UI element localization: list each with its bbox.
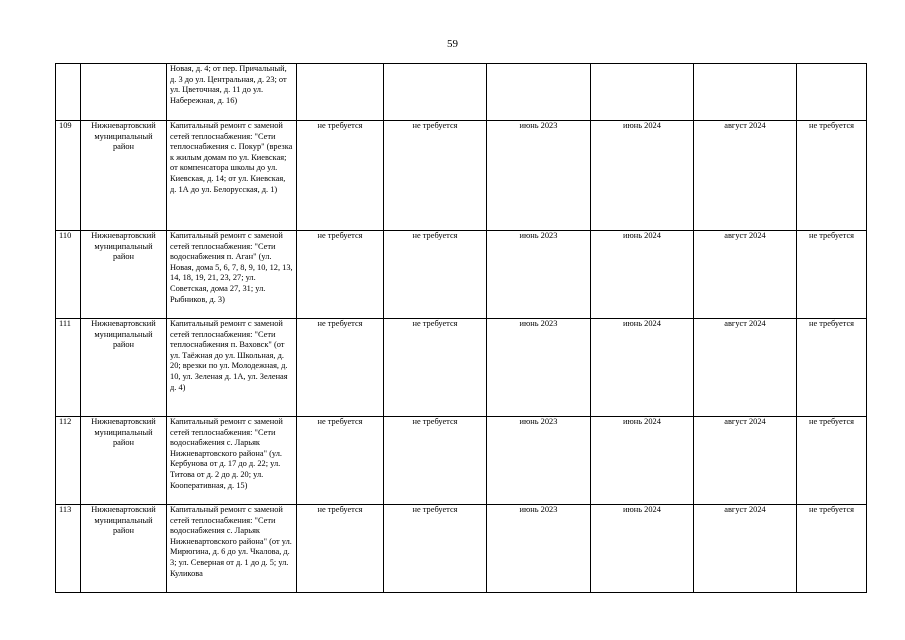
- cell-col-2: не требуется: [384, 231, 487, 319]
- page-number: 59: [447, 38, 458, 50]
- cell-col-3: [487, 64, 591, 121]
- cell-col-2: не требуется: [384, 319, 487, 417]
- cell-col-2: не требуется: [384, 121, 487, 231]
- municipality-cell: [81, 64, 167, 121]
- row-number: [56, 64, 81, 121]
- cell-col-5: [694, 64, 797, 121]
- cell-col-2: [384, 64, 487, 121]
- row-number: 112: [56, 417, 81, 505]
- description-cell: Капитальный ремонт с заменой сетей теплоснабжения: "Сети водоснабжения п. Аган" (ул. Новая, дома 5, 6, 7, 8, 9, 10, 12, 13, 14, 18, 19, 21, 23, 27; ул. Советская, дома 27, 31; ул. Рыбников, д. 3): [167, 231, 297, 319]
- cell-col-4: июнь 2024: [591, 417, 694, 505]
- cell-col-6: не требуется: [797, 231, 867, 319]
- registry-table: [55, 63, 867, 593]
- cell-col-4: июнь 2024: [591, 319, 694, 417]
- cell-col-5: август 2024: [694, 319, 797, 417]
- cell-col-6: не требуется: [797, 417, 867, 505]
- table-row: [56, 417, 867, 505]
- cell-col-5: август 2024: [694, 121, 797, 231]
- cell-col-1: не требуется: [297, 121, 384, 231]
- cell-col-1: не требуется: [297, 231, 384, 319]
- description-cell: Капитальный ремонт с заменой сетей теплоснабжения: "Сети водоснабжения с. Ларьяк Нижневартовского района" (ул. Кербунова от д. 17 до д. 22; ул. Титова от д. 2 до д. 20; ул. Кооперативная, д. 15): [167, 417, 297, 505]
- municipality-cell: Нижневартовский муниципальный район: [81, 505, 167, 593]
- cell-col-4: июнь 2024: [591, 231, 694, 319]
- cell-col-5: август 2024: [694, 417, 797, 505]
- cell-col-6: не требуется: [797, 319, 867, 417]
- cell-col-6: [797, 64, 867, 121]
- municipality-cell: Нижневартовский муниципальный район: [81, 417, 167, 505]
- cell-col-6: не требуется: [797, 121, 867, 231]
- cell-col-1: не требуется: [297, 505, 384, 593]
- cell-col-4: июнь 2024: [591, 505, 694, 593]
- cell-col-4: июнь 2024: [591, 121, 694, 231]
- cell-col-5: август 2024: [694, 505, 797, 593]
- row-number: 111: [56, 319, 81, 417]
- description-cell: Новая, д. 4; от пер. Причальный, д. 3 до ул. Центральная, д. 23; от ул. Цветочная, д. 11 до ул. Набережная, д. 16): [167, 64, 297, 121]
- cell-col-3: июнь 2023: [487, 319, 591, 417]
- cell-col-2: не требуется: [384, 505, 487, 593]
- municipality-cell: Нижневартовский муниципальный район: [81, 121, 167, 231]
- municipality-cell: Нижневартовский муниципальный район: [81, 319, 167, 417]
- municipality-cell: Нижневартовский муниципальный район: [81, 231, 167, 319]
- cell-col-1: не требуется: [297, 319, 384, 417]
- table-row: [56, 64, 867, 121]
- cell-col-3: июнь 2023: [487, 231, 591, 319]
- cell-col-4: [591, 64, 694, 121]
- row-number: 110: [56, 231, 81, 319]
- cell-col-1: не требуется: [297, 417, 384, 505]
- cell-col-3: июнь 2023: [487, 505, 591, 593]
- table-row: [56, 319, 867, 417]
- cell-col-1: [297, 64, 384, 121]
- description-cell: Капитальный ремонт с заменой сетей теплоснабжения: "Сети водоснабжения с. Ларьяк Нижневартовского района" (от ул. Мирюгина, д. 6 до ул. Чкалова, д. 3; ул. Северная от д. 1 до д. 5; ул. Куликова: [167, 505, 297, 593]
- table-row: [56, 505, 867, 593]
- description-cell: Капитальный ремонт с заменой сетей теплоснабжения: "Сети теплоснабжения п. Ваховск" (от ул. Таёжная до ул. Школьная, д. 20; врезки по ул. Молодежная, д. 10, ул. Зеленая д. 1А, ул. Зеленая д. 4): [167, 319, 297, 417]
- cell-col-6: не требуется: [797, 505, 867, 593]
- description-cell: Капитальный ремонт с заменой сетей теплоснабжения: "Сети теплоснабжения с. Покур" (врезка к жилым домам по ул. Киевская; от компенсатора школы до ул. Киевская, д. 14; от ул. Киевская, д. 1А до ул. Белорусская, д. 1): [167, 121, 297, 231]
- cell-col-3: июнь 2023: [487, 121, 591, 231]
- table-row: [56, 231, 867, 319]
- table-row: [56, 121, 867, 231]
- cell-col-2: не требуется: [384, 417, 487, 505]
- row-number: 109: [56, 121, 81, 231]
- row-number: 113: [56, 505, 81, 593]
- cell-col-3: июнь 2023: [487, 417, 591, 505]
- cell-col-5: август 2024: [694, 231, 797, 319]
